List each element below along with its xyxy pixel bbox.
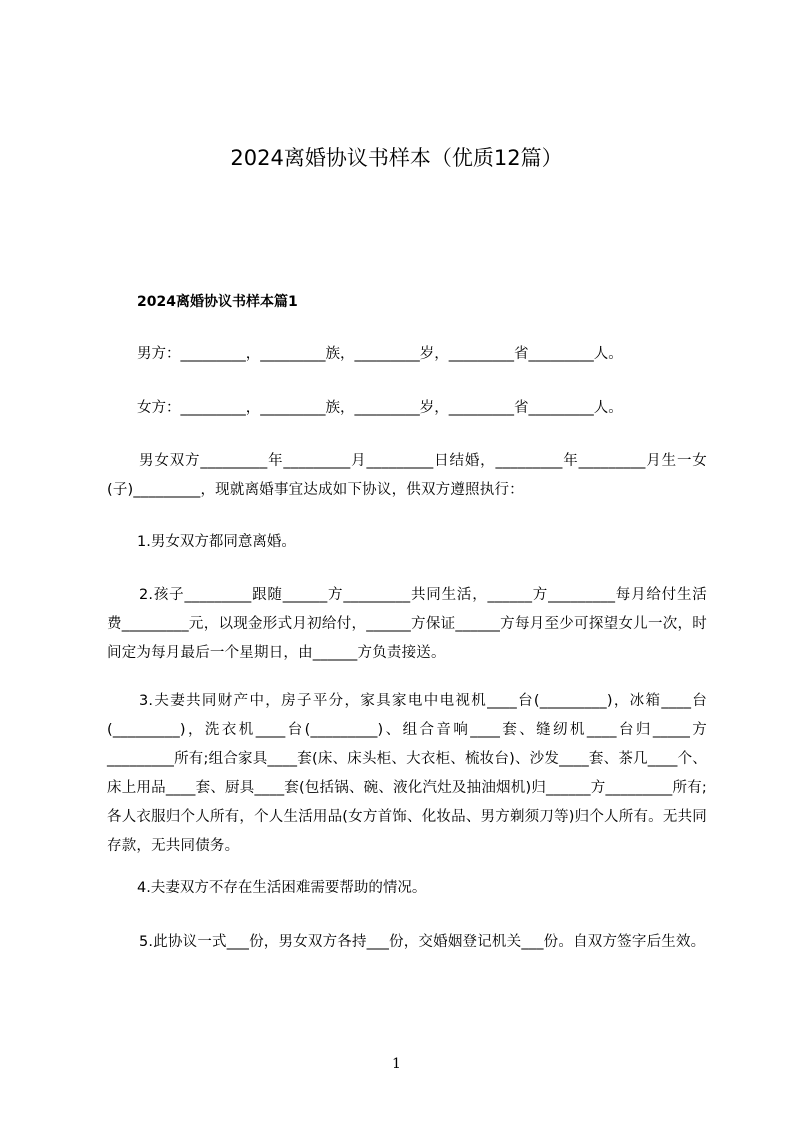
- document-title: 2024离婚协议书样本（优质12篇）: [230, 146, 563, 170]
- paragraph-item-3: 3.夫妻共同财产中，房子平分，家具家电中电视机____台(_________)，冰箱____台(_________)，洗衣机____台(_________)、组合音响____套、缝纫机____台归_____方_________所有;组合家具____套(床、床头柜、大衣柜、梳妆台)、沙发____套、茶几____个、床上用品____套、厨具____套(包括锅、碗、液化汽灶及抽油烟机)归______方_________所有;各人衣服归个人所有，个人生活用品(女方首饰、化妆品、男方剃须刀等)归个人所有。无共同存款，无共同债务。: [107, 693, 707, 854]
- paragraph-item-5: 5.此协议一式___份，男女双方各持___份，交婚姻登记机关___份。自双方签字后生效。: [139, 934, 706, 950]
- page-number: 1: [392, 1056, 401, 1072]
- paragraph-male-party: 男方：_________，_________族，_________岁，_________省_________人。: [137, 346, 623, 362]
- paragraph-female-party: 女方：_________，_________族，_________岁，_________省_________人。: [137, 400, 623, 416]
- paragraph-item-2: 2.孩子_________跟随______方_________共同生活，______方_________每月给付生活费_________元，以现金形式月初给付，______方保证______方每月至少可探望女儿一次，时间定为每月最后一个星期日，由______方负责接送。: [107, 587, 707, 661]
- paragraph-item-4: 4.夫妻双方不存在生活困难需要帮助的情况。: [137, 880, 427, 896]
- paragraph-marriage-info: 男女双方_________年_________月_________日结婚，_________年_________月生一女(子)_________，现就离婚事宜达成如下协议，供双方遵照执行：: [107, 453, 707, 498]
- section-heading: 2024离婚协议书样本篇1: [137, 294, 298, 310]
- paragraph-item-1: 1.男女双方都同意离婚。: [137, 534, 296, 550]
